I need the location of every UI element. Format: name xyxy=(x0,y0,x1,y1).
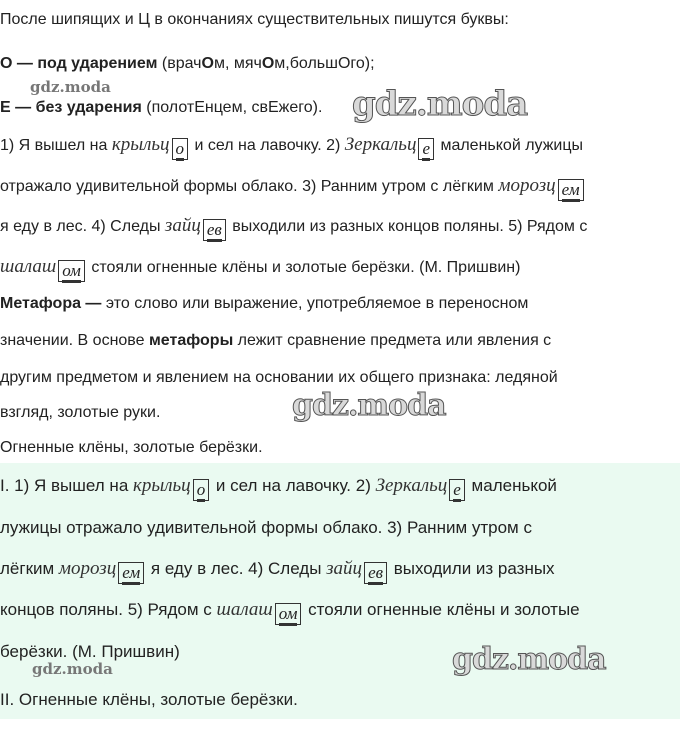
watermark: gdz.moda xyxy=(352,84,528,124)
rule-e-head: Е — без ударения xyxy=(0,99,142,116)
text: 1) Я вышел на xyxy=(0,137,112,154)
ending-box: ев xyxy=(364,562,387,584)
text: лежит сравнение предмета или явления с xyxy=(233,332,552,349)
answer-line-3 xyxy=(0,557,555,584)
answer-panel xyxy=(0,463,680,719)
metaphor-line-3: другим предметом и явлением на основании их общего признака: ледяной xyxy=(0,369,558,386)
text: маленькой лужицы xyxy=(436,137,584,154)
rule-e-letter: Е xyxy=(267,99,279,116)
rule-o-letter: О xyxy=(337,55,351,72)
ending-box: ем xyxy=(118,562,144,584)
ending-box: е xyxy=(449,479,465,501)
text: маленькой xyxy=(466,476,557,495)
rule-o-text: м,больш xyxy=(274,55,338,72)
word-stem: зайц xyxy=(326,558,363,579)
text: отражало удивительной формы облако. 3) Ранним утром с лёгким xyxy=(0,178,499,195)
word-stem: Зеркальц xyxy=(375,475,448,496)
answer-line-2: лужицы отражало удивительной формы облако. 3) Ранним утром с xyxy=(0,518,532,537)
rule-e-letter: Е xyxy=(194,99,205,116)
word-stem: Зеркальц xyxy=(344,134,417,155)
text: стояли огненные клёны и золотые берёзки. (М. Пришвин) xyxy=(86,259,521,276)
exercise-line-2 xyxy=(0,174,586,201)
metaphor-line-1 xyxy=(0,292,528,316)
text: концов поляны. 5) Рядом с xyxy=(0,600,217,619)
ending-box: е xyxy=(418,138,434,160)
exercise-line-1 xyxy=(0,133,583,160)
rule-o-letter: О xyxy=(261,55,275,72)
text: лёгким xyxy=(0,559,59,578)
ending-box: ом xyxy=(58,260,85,282)
metaphor-head: Метафора — xyxy=(0,295,102,312)
metaphor-bold: метафоры xyxy=(148,332,234,349)
watermark: gdz.moda xyxy=(292,388,446,423)
rule-e-text: нцем, св xyxy=(204,99,268,116)
rule-intro: После шипящих и Ц в окончаниях существительных пишутся буквы: xyxy=(0,11,509,28)
word-stem: крыльц xyxy=(111,134,170,155)
rule-o-text: м, мяч xyxy=(213,55,262,72)
metaphor-line-2 xyxy=(0,329,551,353)
word-stem: зайц xyxy=(164,215,201,236)
exercise-line-4 xyxy=(0,255,520,282)
text: значении. В основе xyxy=(0,332,149,349)
rule-o-text: (врач xyxy=(157,55,202,72)
rule-o-letter: О xyxy=(201,55,214,72)
word-stem: шалаш xyxy=(216,599,273,620)
text: я еду в лес. 4) Следы xyxy=(0,218,165,235)
text: и сел на лавочку. 2) xyxy=(211,476,376,495)
text: выходили из разных концов поляны. 5) Рядом с xyxy=(227,218,588,235)
text: выходили из разных xyxy=(389,559,555,578)
watermark: gdz.moda xyxy=(452,642,606,677)
answer-line-1 xyxy=(0,474,557,501)
watermark: gdz.moda xyxy=(32,660,113,678)
metaphor-line-5: Огненные клёны, золотые берёзки. xyxy=(0,439,263,456)
rule-e xyxy=(0,96,322,120)
text: и сел на лавочку. 2) xyxy=(190,137,345,154)
ending-box: о xyxy=(193,479,210,501)
ending-box: ев xyxy=(203,219,226,241)
ending-box: ом xyxy=(275,603,302,625)
answer-line-6: II. Огненные клёны, золотые берёзки. xyxy=(0,690,298,709)
word-stem: морозц xyxy=(58,558,117,579)
word-stem: крыльц xyxy=(133,475,191,496)
rule-o xyxy=(0,52,375,76)
ending-box: ем xyxy=(558,179,584,201)
text: это слово или выражение, употребляемое в переносном xyxy=(101,295,529,312)
rule-o-text: го); xyxy=(350,55,375,72)
text: I. 1) Я вышел на xyxy=(0,476,133,495)
text: я еду в лес. 4) Следы xyxy=(146,559,327,578)
metaphor-line-4: взгляд, золотые руки. xyxy=(0,404,161,421)
answer-line-5: берёзки. (М. Пришвин) xyxy=(0,642,180,661)
rule-o-head: О — под ударением xyxy=(0,55,158,72)
exercise-line-3 xyxy=(0,214,587,241)
answer-line-4 xyxy=(0,598,580,625)
watermark: gdz.moda xyxy=(30,78,111,96)
rule-e-text: жего). xyxy=(278,99,323,116)
text: стояли огненные клёны и золотые xyxy=(303,600,580,619)
word-stem: морозц xyxy=(498,175,556,196)
word-stem: шалаш xyxy=(0,256,57,277)
ending-box: о xyxy=(172,138,189,160)
rule-e-text: (полот xyxy=(141,99,195,116)
